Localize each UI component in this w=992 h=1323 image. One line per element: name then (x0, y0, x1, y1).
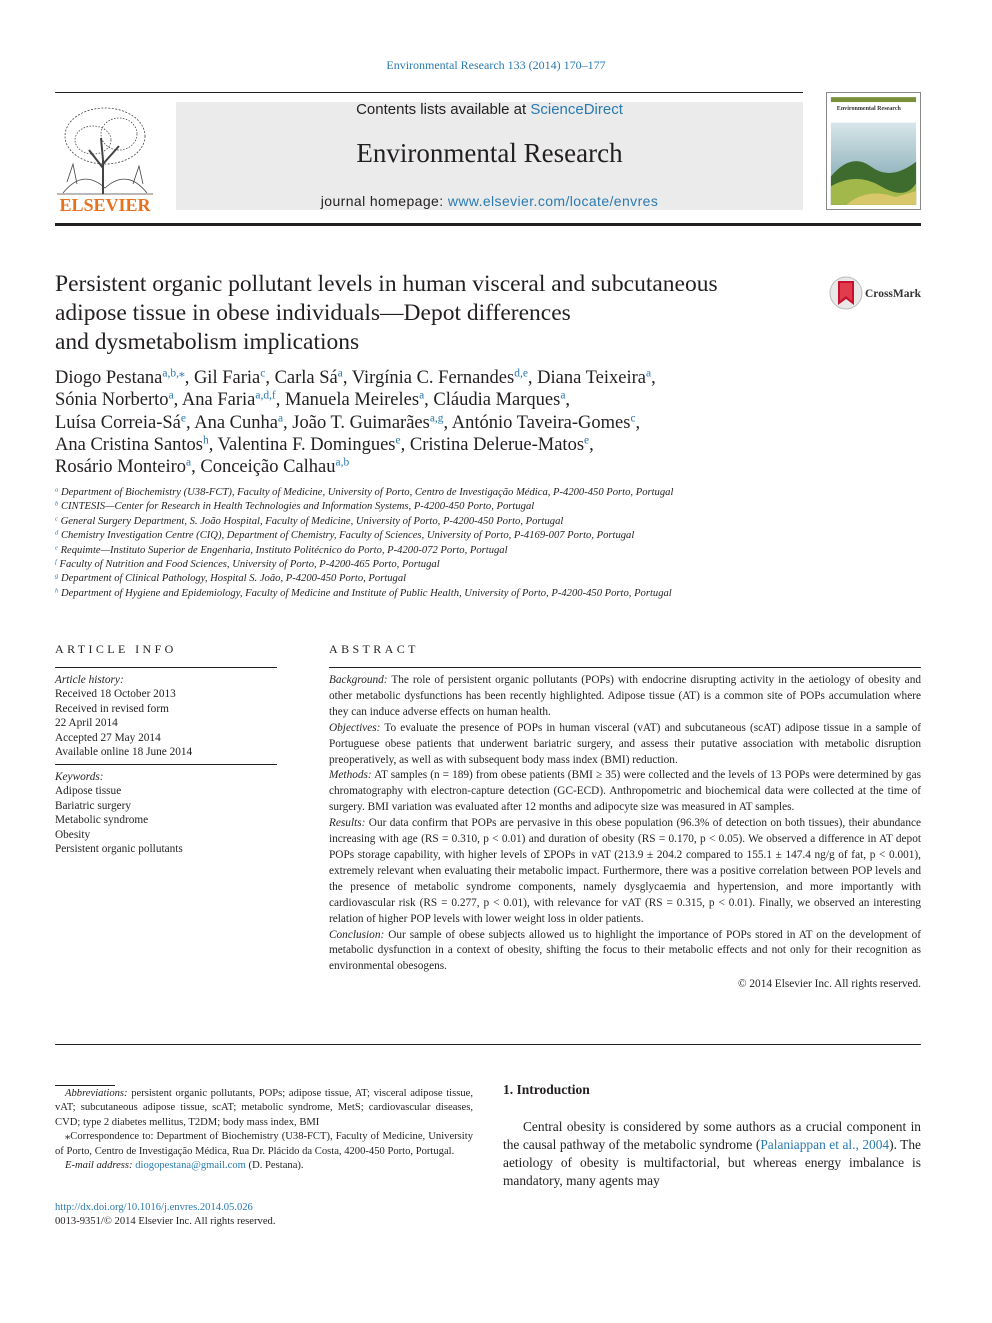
masthead-top-rule (55, 92, 803, 93)
author-affiliation-marker[interactable]: c (260, 367, 266, 380)
author-line: Sónia Norberto$^a$, Ana Faria$^{a,d,f}$, Manuela Meireles$^a$, Cláudia Marques$^a$, (55, 390, 571, 411)
affiliation-item (55, 558, 921, 572)
correspondence-note: ⁎Correspondence to: Department of Biochemistry (U38-FCT), Faculty of Medicine, University of Porto, Centro de Investigação Médica, Rua Dr. Plácido da Costa, 4200-450 Porto, Portugal. (55, 1131, 473, 1157)
section-text: Our data confirm that POPs are pervasive in this obese population (96.3% of detection on both tissues), their abundance increasing with age (RS = 0.310, p < 0.01) and duration of obesity (RS = 0.170, p < 0.05). We observed a difference in AT depot POPs storage capability, with higher levels of ΣPOPs in vAT (213.9 ± 204.2 compared to 155.1 ± 147.4 ng/g of fat, p < 0.001), extremely relevant when evaluating their metabolic impact. Furthermore, there was a positive correlation between POP levels and the presence of metabolic syndrome components, namely dysglycaemia and hypertension, and more importantly with cardiovascular risk (RS = 0.277, p < 0.01), with relevance for vAT (RS = 0.315, p < 0.01). Finally, we observed an interesting relation of higher POP levels with lower weight loss in older patients. (329, 817, 921, 925)
author-name[interactable]: António Taveira-Gomes (451, 412, 631, 433)
author-line: Diogo Pestana$^{a,b,⁎}$, Gil Faria$^c$, Carla $Sá^a$, Virgínia C. Fernandes$^{d,e}$, Diana Teixeira$^a$, (55, 367, 656, 388)
affiliation-text: Department of Biochemistry (U38-FCT), Faculty of Medicine, University of Porto, Centro de Investigação Médica, P-4200-450 Porto, Portugal (60, 487, 674, 498)
author-affiliation-marker[interactable]: a (337, 367, 343, 380)
author-affiliation-marker[interactable]: a,b (335, 456, 350, 469)
author-name[interactable]: Virgínia C. Fernandes (351, 368, 515, 388)
abstract-methods (329, 768, 921, 816)
email-note (55, 1159, 473, 1173)
history-label: Article history: (55, 674, 124, 686)
affiliation-item (55, 587, 921, 601)
section-text: To evaluate the presence of POPs in human visceral (vAT) and subcutaneous (scAT) adipose tissue in a sample of Portuguese obese patients that underwent bariatric surgery, and assess their putative association with metabolic disruption preoperatively, as well as with subsequent body mass index (BMI) reduction. (329, 721, 922, 766)
introduction-paragraph (503, 1118, 921, 1190)
affiliation-item (55, 486, 921, 500)
affiliation-text: Faculty of Nutrition and Food Sciences, University of Porto, P-4200-465 Porto, Portugal (59, 559, 440, 571)
abstract-results (329, 816, 921, 927)
affiliations (55, 486, 921, 601)
history-item: Received in revised form (55, 702, 169, 715)
masthead-bottom-rule (55, 223, 921, 226)
author-name[interactable]: Ana Cristina Santos (55, 434, 203, 455)
copyright: © 2014 Elsevier Inc. All rights reserved. (737, 978, 921, 991)
keywords (55, 770, 277, 856)
author-name[interactable]: Carla Sá (274, 368, 338, 388)
cover-title: Environmental Research (836, 105, 901, 112)
author-name[interactable]: Gil Faria (193, 368, 261, 388)
abstract-rule (329, 667, 921, 668)
author-name[interactable]: Valentina F. Domingues (217, 434, 396, 455)
affiliation-text: Chemistry Investigation Centre (CIQ), Department of Chemistry, Faculty of Sciences, University of Porto, P-4169-007 Porto, Portugal (60, 530, 635, 542)
section-label: Methods: (329, 769, 372, 782)
section-text: AT samples (n = 189) from obese patients (BMI ≥ 35) were collected and the levels of 13 POPs were determined by gas chromatography with electron-capture detection (GC-ECD). Anthropometric and biochemical data were collected at the time of surgery. BMI variation was evaluated after 12 months and adipocyte size was measured in AT samples. (329, 769, 921, 814)
abbreviations-text: persistent organic pollutants, POPs; adipose tissue, AT; visceral adipose tissue, vAT; subcutaneous adipose tissue, scAT; metabolic syndrome, MetS; cardiovascular diseases, CVD; type 2 diabetes mellitus, T2DM; body mass index, BMI (55, 1088, 473, 1128)
intro-text: Central obesity is considered by some authors as a crucial component in the causal pathway of the metabolic syndrome ( (503, 1119, 921, 1152)
title-line: and dysmetabolism implications (55, 329, 360, 355)
author-name[interactable]: Cláudia Marques (433, 390, 561, 411)
journal-name: Environmental Research (356, 138, 623, 168)
keywords-label: Keywords: (55, 771, 104, 783)
footnotes (55, 1087, 473, 1173)
email-label: E-mail address: (65, 1160, 133, 1172)
author-line: Rosário Monteiro$^a$, Conceição Calhau$^{a,b}$ (55, 456, 350, 478)
author-name[interactable]: Ana Cunha (194, 412, 278, 433)
author-name[interactable]: Rosário Monteiro (55, 457, 187, 478)
affiliation-text: Requimte—Instituto Superior de Engenharia, Instituto Politécnico do Porto, P-4200-072 Porto, Portugal (60, 544, 508, 556)
history-item: Accepted 27 May 2014 (55, 731, 161, 744)
author-name[interactable]: Diogo Pestana (55, 368, 163, 388)
reference-link[interactable]: Palaniappan et al., 2004 (760, 1137, 890, 1152)
affiliation-key: b (55, 500, 59, 508)
keyword-item: Adipose tissue (55, 785, 122, 798)
abstract-body (329, 673, 921, 993)
article-info-heading: ARTICLE INFO (55, 642, 177, 656)
author-affiliation-marker[interactable]: a (419, 390, 425, 402)
affiliation-key: a (55, 486, 59, 494)
affiliation-text: Department of Hygiene and Epidemiology, Faculty of Medicine and Institute of Public Health, University of Porto, P-4200-450 Porto, Portugal (60, 587, 672, 599)
affiliation-text: CINTESIS—Center for Research in Health Technologies and Information Systems, P-4200-450 Porto, Portugal (60, 501, 535, 513)
contents-line (176, 101, 803, 118)
author-name[interactable]: João T. Guimarães (292, 412, 430, 433)
affiliation-key: f (55, 558, 57, 566)
abstract-heading: ABSTRACT (329, 642, 419, 656)
section-text: Our sample of obese subjects allowed us to highlight the importance of POPs stored in AT on the development of metabolic dysfunction in a context of obesity, shifting the focus to their metabolic effects and not only for their recognition as environmental obesogens. (329, 928, 921, 973)
author-name[interactable]: Luísa Correia-Sá (55, 412, 181, 433)
section-text: The role of persistent organic pollutants (POPs) with endocrine disrupting activity in the aetiology of obesity and other metabolic dysfunctions has been recently highlighted. Adipose tissue (AT) is a common site of POPs accumulation where they can induce adverse effects on human health. (329, 674, 921, 718)
title-line: adipose tissue in obese individuals—Depot differences (55, 300, 571, 326)
affiliation-item (55, 572, 921, 586)
homepage-line (176, 193, 803, 209)
affiliation-item (55, 529, 921, 543)
affiliation-text: Department of Clinical Pathology, Hospital S. João, P-4200-450 Porto, Portugal (60, 573, 407, 585)
author-affiliation-marker[interactable]: e (180, 412, 186, 425)
elsevier-logo[interactable] (53, 98, 157, 216)
issn-line: 0013-9351/© 2014 Elsevier Inc. All rights reserved. (55, 1216, 276, 1228)
keyword-item: Obesity (55, 828, 91, 841)
author-affiliation-marker[interactable]: a (560, 390, 566, 402)
tree-icon (57, 108, 153, 194)
affiliation-key: c (55, 515, 58, 523)
affiliation-key: e (55, 544, 58, 552)
author-affiliation-marker[interactable]: a (168, 390, 174, 402)
affiliation-text: General Surgery Department, S. João Hospital, Faculty of Medicine, University of Porto, P-4200-450 Porto, Portugal (60, 515, 564, 527)
introduction-heading: 1. Introduction (503, 1082, 590, 1097)
section-label: Conclusion: (329, 928, 385, 941)
affiliation-key: g (55, 572, 59, 580)
section-label: Background: (329, 674, 388, 686)
keyword-item: Metabolic syndrome (55, 814, 149, 827)
homepage-link[interactable]: www.elsevier.com/locate/envres (447, 193, 659, 209)
author-affiliation-marker[interactable]: a,b,⁎ (162, 367, 185, 380)
author-name[interactable]: Diana Teixeira (537, 368, 646, 388)
author-name[interactable]: Cristina Delerue-Matos (409, 434, 585, 455)
history-item: 22 April 2014 (55, 717, 118, 730)
author-name[interactable]: Manuela Meireles (285, 390, 420, 411)
history-item: Received 18 October 2013 (55, 688, 176, 701)
article-history (55, 673, 277, 759)
email-link[interactable]: diogopestana@gmail.com (135, 1160, 246, 1172)
keyword-item: Persistent organic pollutants (55, 843, 183, 856)
keywords-rule (55, 764, 277, 765)
sciencedirect-link[interactable]: ScienceDirect (530, 101, 623, 118)
affiliation-item (55, 500, 921, 514)
history-item: Available online 18 June 2014 (55, 746, 193, 759)
title-line: Persistent organic pollutant levels in human visceral and subcutaneous (55, 271, 718, 297)
author-affiliation-marker[interactable]: a,d,f (255, 390, 276, 402)
keyword-item: Bariatric surgery (55, 799, 132, 812)
elsevier-wordmark: ELSEVIER (59, 195, 151, 215)
affiliation-key: d (55, 529, 59, 537)
doi-link[interactable]: http://dx.doi.org/10.1016/j.envres.2014.05.026 (55, 1202, 253, 1213)
homepage-prefix: journal homepage: (320, 193, 448, 209)
contents-prefix: Contents lists available at (356, 101, 531, 118)
affiliation-item (55, 515, 921, 529)
author-affiliation-marker[interactable]: d,e (514, 367, 528, 380)
abstract-conclusion (329, 928, 921, 976)
crossmark-badge[interactable] (829, 275, 924, 311)
journal-citation[interactable]: Environmental Research 133 (2014) 170–177 (386, 58, 606, 72)
abbreviations-label: Abbreviations: (65, 1088, 128, 1099)
crossmark-label: CrossMark (865, 288, 922, 300)
affiliation-key: h (55, 587, 59, 595)
author-affiliation-marker[interactable]: a (645, 367, 652, 380)
author-affiliation-marker[interactable]: a,g (429, 412, 444, 425)
section-label: Results: (329, 817, 366, 830)
author-affiliation-marker[interactable]: h (203, 434, 209, 447)
doi-block (55, 1201, 473, 1230)
author-affiliation-marker[interactable]: a (277, 412, 284, 425)
email-owner: (D. Pestana). (245, 1160, 304, 1172)
abbreviations-note (55, 1087, 473, 1130)
abstract-background (329, 673, 921, 721)
author-affiliation-marker[interactable]: e (395, 434, 401, 447)
author-affiliation-marker[interactable]: e (584, 434, 590, 447)
affiliation-item (55, 544, 921, 558)
author-line: Luísa Correia-$Sá^e$, Ana Cunha$^a$, João T. Guimarães$^{a,g}$, António Taveira-Gomes$^c$, (55, 412, 641, 433)
journal-cover-thumbnail[interactable] (826, 92, 921, 210)
intro-text: ). The aetiology of obesity is multifactorial, but whereas energy imbalance is mandatory, many agents may (503, 1137, 922, 1188)
author-affiliation-marker[interactable]: a (186, 456, 192, 469)
author-name[interactable]: Conceição Calhau (200, 457, 336, 478)
author-line: Ana Cristina Santos$^h$, Valentina F. Domingues$^e$, Cristina Delerue-Matos$^e$, (55, 434, 594, 455)
author-name[interactable]: Sónia Norberto (55, 390, 169, 411)
abstract-objectives (329, 721, 921, 769)
abstract-bottom-rule (55, 1044, 921, 1045)
author-affiliation-marker[interactable]: c (630, 412, 636, 425)
article-info-rule (55, 667, 277, 668)
author-name[interactable]: Ana Faria (181, 390, 256, 411)
article-title (55, 270, 815, 357)
section-label: Objectives: (329, 721, 381, 734)
author-list (55, 367, 815, 478)
footnote-rule (55, 1085, 115, 1086)
crossmark-icon (830, 277, 862, 309)
